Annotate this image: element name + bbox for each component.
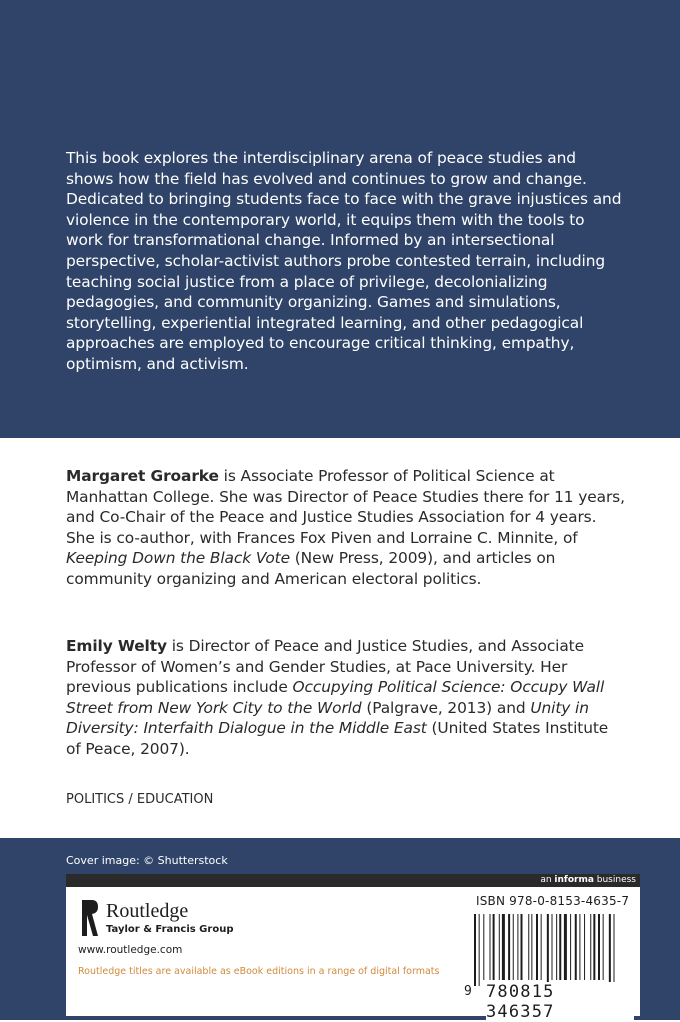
- subject-category: POLITICS / EDUCATION: [66, 792, 214, 807]
- barcode-bar: [541, 914, 542, 980]
- barcode-bar: [552, 914, 553, 980]
- barcode-bar: [483, 914, 484, 980]
- barcode-bar: [590, 914, 591, 980]
- book-title: Keeping Down the Black Vote: [66, 549, 290, 568]
- barcode-bar: [513, 914, 514, 980]
- author-bios-section: [0, 438, 680, 838]
- bio-text: is Associate Professor of Political Science at Manhattan College. She was Director of Peace Studies there for 11 years, and Co-Chair of the Peace and Justice Studies Association for 4 years. She is co-author, with Frances Fox Piven and Lorraine C. Minnite, of: [66, 467, 625, 547]
- barcode-bar: [474, 914, 476, 986]
- barcode-bar: [614, 914, 615, 986]
- barcode-bar: [559, 914, 561, 980]
- barcode-bar: [584, 914, 585, 980]
- cover-image-credit: Cover image: © Shutterstock: [66, 854, 228, 867]
- barcode-bar: [564, 914, 567, 980]
- publisher-website[interactable]: www.routledge.com: [78, 944, 183, 956]
- barcode-digits: 780815 346357: [486, 982, 634, 1022]
- author-name: Emily Welty: [66, 637, 167, 655]
- barcode-bar: [517, 914, 518, 980]
- barcode: [464, 914, 634, 1022]
- publisher-box: [66, 874, 640, 1022]
- barcode-bar: [593, 914, 595, 980]
- barcode-bar: [536, 914, 538, 980]
- barcode-bar: [490, 914, 491, 980]
- barcode-bar: [575, 914, 577, 980]
- author-name: Margaret Groarke: [66, 467, 219, 485]
- barcode-bar: [531, 914, 532, 980]
- book-title: Occupying Political Science: Occupy Wall Street from New York City to the World: [66, 678, 605, 717]
- informa-brand: informa: [554, 875, 594, 885]
- publisher-name: Routledge: [106, 900, 189, 922]
- barcode-bar: [521, 914, 523, 980]
- publisher-group: Taylor & Francis Group: [106, 924, 234, 935]
- barcode-bar: [609, 914, 611, 986]
- barcode-bar: [598, 914, 600, 980]
- bio-text: (New Press, 2009), and articles on community organizing and American electoral politics.: [66, 549, 556, 588]
- barcode-bar: [570, 914, 571, 980]
- barcode-bar: [579, 914, 580, 980]
- logo-spine-text: ROUTLEDGE: [78, 916, 82, 936]
- barcode-bars: [474, 914, 634, 986]
- informa-strip: an informa business: [66, 874, 640, 887]
- isbn-label: ISBN 978-0-8153-4635-7: [476, 894, 630, 908]
- barcode-bar: [547, 914, 549, 986]
- routledge-logo-icon: [78, 898, 100, 938]
- barcode-bar: [528, 914, 529, 980]
- book-title: Unity in Diversity: Interfaith Dialogue in the Middle East: [66, 698, 589, 738]
- barcode-bar: [603, 914, 604, 980]
- barcode-bar: [479, 914, 480, 986]
- barcode-bar: [556, 914, 557, 980]
- barcode-bar: [502, 914, 505, 980]
- author-bio-welty: [66, 636, 626, 760]
- bio-text: is Director of Peace and Justice Studies, and Associate Professor of Women’s and Gender Studies, at Pace University. Her previous publications include: [66, 637, 584, 697]
- bio-text: (Palgrave, 2013) and: [361, 698, 531, 717]
- barcode-bar: [508, 914, 510, 980]
- ebook-note: Routledge titles are available as eBook editions in a range of digital formats: [78, 966, 440, 977]
- barcode-lead-digit: 9: [464, 984, 472, 999]
- back-cover-top-band: [0, 0, 680, 438]
- back-cover-bottom-band: [0, 838, 680, 1020]
- bio-text: (United States Institute of Peace, 2007).: [66, 719, 609, 758]
- barcode-bar: [493, 914, 495, 980]
- author-bio-groarke: [66, 466, 626, 590]
- book-blurb: This book explores the interdisciplinary arena of peace studies and shows how the field has evolved and continues to grow and change. Dedicated to bringing students face to face with the grave injustices and violence in the contemporary world, it equips them with the tools to work for transformational change. Informed by an intersectional perspective, scholar-activist authors probe contested terrain, including teaching social justice from a place of privilege, decolonializing pedagogies, and community organizing. Games and simulations, storytelling, experiential integrated learning, and other pedagogical approaches are employed to encourage critical thinking, empathy, optimism, and activism.: [66, 149, 622, 373]
- barcode-bar: [499, 914, 500, 980]
